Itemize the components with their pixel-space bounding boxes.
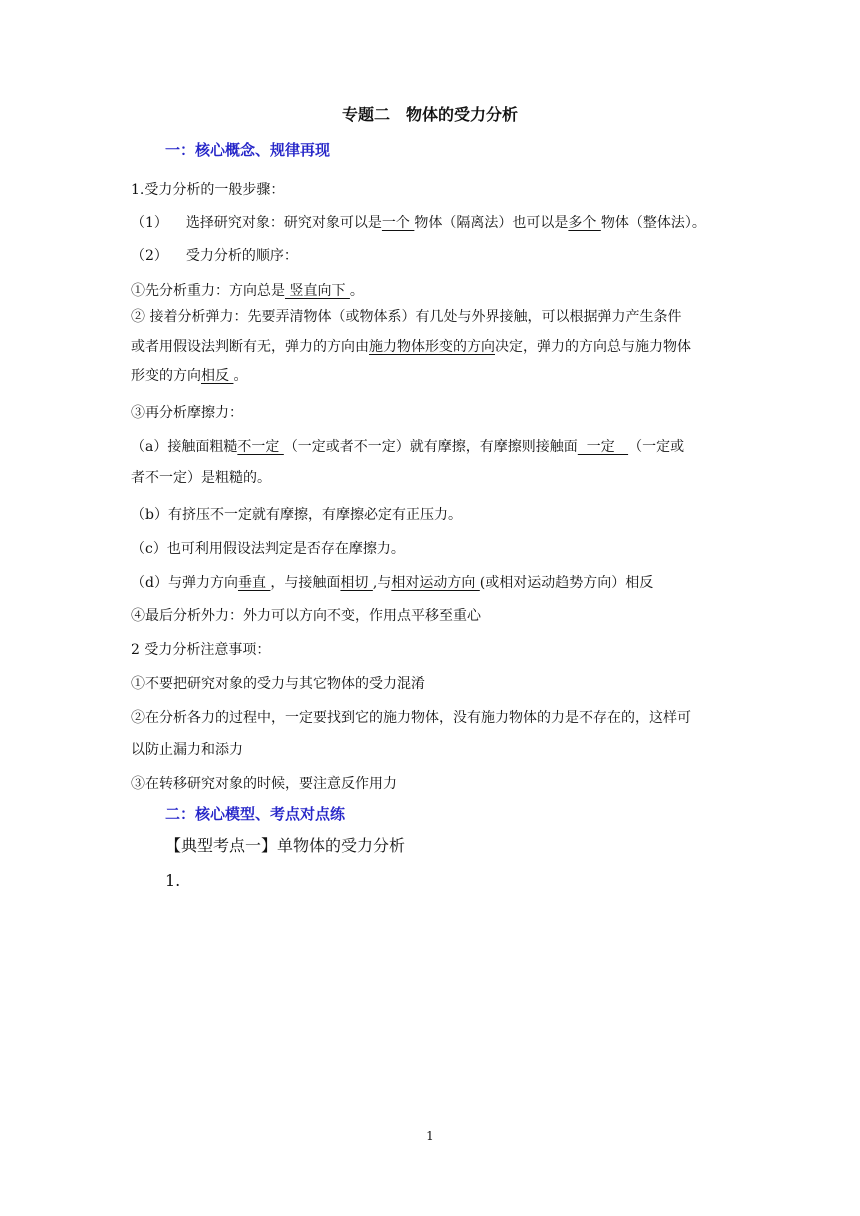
section-heading-core-concepts: 一：核心概念、规律再现 bbox=[165, 141, 331, 159]
friction-a-text-a: （a）接触面粗糙 bbox=[131, 439, 238, 455]
step-2-number: （2） bbox=[131, 248, 168, 264]
elastic-text-d: 。 bbox=[233, 368, 248, 384]
friction-d-text-a: （d）与弹力方向 bbox=[131, 575, 238, 591]
friction-c: （c）也可利用假设法判定是否存在摩擦力。 bbox=[131, 541, 405, 557]
step-2-text: 受力分析的顺序： bbox=[185, 248, 298, 264]
blank-answer: 不一定 bbox=[237, 439, 284, 455]
steps-heading: 1.受力分析的一般步骤： bbox=[131, 182, 285, 198]
blank-answer: 相切 bbox=[340, 575, 373, 591]
gravity-text-b: 。 bbox=[349, 283, 364, 299]
step-2 bbox=[131, 246, 298, 266]
elastic-text-b: 决定，弹力的方向总与施力物体 bbox=[495, 339, 691, 355]
blank-answer: 相对运动方向 bbox=[391, 575, 480, 591]
blank-answer: 一个 bbox=[381, 215, 415, 231]
blank-answer: 多个 bbox=[568, 215, 601, 231]
step-1-number: （1） bbox=[131, 215, 168, 231]
notes-heading: 2 受力分析注意事项： bbox=[131, 642, 271, 658]
friction-d-text-b: ，与接触面 bbox=[270, 575, 341, 591]
note-3: ③在转移研究对象的时候，要注意反作用力 bbox=[131, 776, 397, 792]
blank-answer: 相反 bbox=[201, 368, 234, 384]
section-heading-core-models: 二：核心模型、考点对点练 bbox=[165, 805, 346, 823]
elastic-line-2 bbox=[131, 337, 691, 357]
note-2-line-1: ②在分析各力的过程中，一定要找到它的施力物体，没有施力物体的力是不存在的，这样可 bbox=[131, 710, 691, 726]
elastic-line-3 bbox=[131, 366, 247, 386]
page-number: 1 bbox=[426, 1129, 434, 1143]
step-1-text-a: 选择研究对象：研究对象可以是 bbox=[185, 215, 382, 231]
friction-d bbox=[131, 573, 653, 593]
step-1 bbox=[131, 213, 706, 233]
page-title: 专题二 物体的受力分析 bbox=[341, 105, 518, 124]
friction-d-text-c: ,与 bbox=[372, 575, 392, 591]
gravity-line bbox=[131, 281, 364, 301]
exam-point-heading: 【典型考点一】单物体的受力分析 bbox=[165, 836, 406, 855]
gravity-text-a: ①先分析重力：方向总是 bbox=[131, 283, 285, 299]
note-1: ①不要把研究对象的受力与其它物体的受力混淆 bbox=[131, 676, 425, 692]
friction-a-text-b: （一定或者不一定）就有摩擦，有摩擦则接触面 bbox=[283, 439, 578, 455]
friction-a-text-c: （一定或 bbox=[628, 439, 685, 455]
step-1-text-c: 物体（整体法）。 bbox=[600, 215, 706, 231]
elastic-line-1: ② 接着分析弹力：先要弄清物体（或物体系）有几处与外界接触，可以根据弹力产生条件 bbox=[131, 309, 682, 325]
external-force-line: ④最后分析外力：外力可以方向不变，作用点平移至重心 bbox=[131, 608, 481, 624]
friction-b: （b）有挤压不一定就有摩擦，有摩擦必定有正压力。 bbox=[131, 507, 462, 523]
step-1-text-b: 物体（隔离法）也可以是 bbox=[414, 215, 569, 231]
blank-answer: 竖直向下 bbox=[285, 283, 350, 299]
friction-heading: ③再分析摩擦力： bbox=[131, 405, 243, 421]
elastic-text-a: 或者用假设法判断有无，弹力的方向由 bbox=[131, 339, 369, 355]
blank-answer: 施力物体形变的方向 bbox=[369, 339, 495, 355]
question-number: 1. bbox=[165, 871, 181, 890]
friction-d-text-d: (或相对运动趋势方向）相反 bbox=[479, 575, 654, 591]
friction-a-line-2: 者不一定）是粗糙的。 bbox=[131, 470, 271, 486]
elastic-text-c: 形变的方向 bbox=[131, 368, 201, 384]
blank-answer: 一定 bbox=[577, 439, 629, 455]
note-2-line-2: 以防止漏力和添力 bbox=[131, 742, 243, 758]
blank-answer: 垂直 bbox=[237, 575, 271, 591]
friction-a-line-1 bbox=[131, 437, 684, 457]
